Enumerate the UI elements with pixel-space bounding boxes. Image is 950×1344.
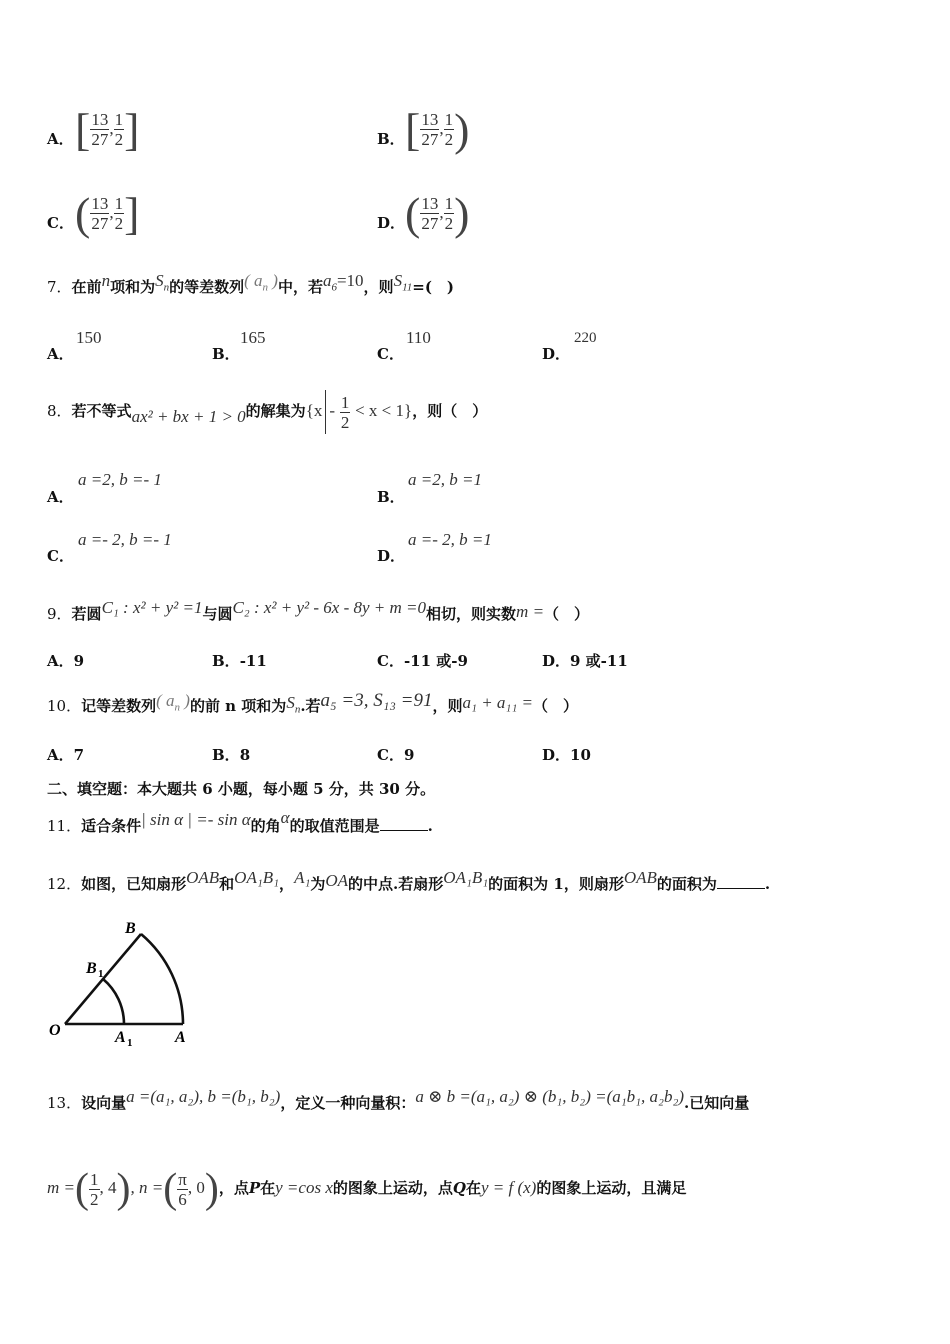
question-11-stem: 11．适合条件| sin α | =- sin α的角α的取值范围是 . [47,808,433,835]
label-b: B [125,920,136,937]
q7-option-b-value: 165 [240,328,266,347]
arc-ab [141,934,183,1024]
q8-option-a-label: A． [47,488,74,506]
label-a: A [175,1029,186,1046]
q8-option-b-label: B． [377,488,405,506]
q6-option-d-interval: ( $\frac{13}{27}$ , $\frac{1}{2}$ ) [405,188,470,239]
q7-option-c-value: 110 [406,328,431,347]
q10-option-c: C．9 [377,746,415,764]
q8-option-d-value: a =- 2, b =1 [408,530,492,549]
label-a1-sub: 1 [127,1037,133,1049]
question-13-stem: 13．设向量a =(a₁, a₂), b =(b₁, b₂)，定义一种向量积：a ⊗ b =(a₁, a₂) ⊗ (b₁, b₂) =(a₁b₁, a₂b₂).已知向量 [47,1087,750,1112]
q7-option-d-value: 220 [574,330,597,346]
q7-option-d-label: D． [542,345,571,363]
q7-option-a-value: 150 [76,328,102,347]
section-2-heading: 二、填空题：本大题共 6 小题，每小题 5 分，共 30 分。 [47,780,436,798]
q8-option-b-value: a =2, b =1 [408,470,482,489]
label-a1: A [115,1029,126,1046]
q9-option-b: B．-11 [212,652,267,670]
sector-figure [46,915,206,1050]
question-9-stem: 9．若圆C₁ : x² + y² =1与圆C₂ : x² + y² - 6x - 8y + m =0相切，则实数m =（ ） [47,598,590,623]
arc-a1b1 [103,979,124,1024]
question-13-continued: m =( $\frac{1}{2}$ , 4), n =( $\frac{\pi}{6}$ , 0)，点P在y =cos x的图象上运动，点Q在y = f (x)的图象上运动，且满足 [47,1166,687,1212]
question-10-stem: 10．记等差数列( $a_n$ )的前 n 项和为$S_n$.若a₅ =3, S₁₃ =91，则a₁ + a₁₁ =（ ） [47,690,578,716]
q7-option-a-label: A． [47,345,74,363]
q7-option-c-label: C． [377,345,404,363]
q10-option-d: D．10 [542,746,591,764]
question-7-stem: 7．在前n项和为$S_n$的等差数列( $a_n$ )中，若$a_6=10$，则$S_{11}=$( ) [47,271,455,296]
label-o: O [49,1022,61,1039]
q9-option-c: C．-11 或-9 [377,652,468,670]
q8-option-a-value: a =2, b =- 1 [78,470,162,489]
q6-option-b-interval: [ $\frac{13}{27}$ , $\frac{1}{2}$ ) [405,104,470,155]
q8-option-c-label: C． [47,547,74,565]
question-8-stem: 8．若不等式ax² + bx + 1 > 0的解集为{x - $\frac{1}{2}$ < x < 1}，则（ ） [47,390,487,434]
q6-option-a-label: A． [47,130,74,148]
q6-option-c-interval: ( $\frac{13}{27}$ , $\frac{1}{2}$ ] [75,188,140,239]
q8-option-c-value: a =- 2, b =- 1 [78,530,172,549]
q6-option-c-label: C． [47,214,74,232]
q9-option-a: A．9 [47,652,85,670]
q6-option-b-label: B． [377,130,405,148]
sector-diagram [46,915,206,1050]
q10-option-a: A．7 [47,746,85,764]
q8-option-d-label: D． [377,547,406,565]
q9-option-d: D．9 或-11 [542,652,628,670]
label-b1-sub: 1 [98,968,104,980]
question-12-stem: 12．如图，已知扇形OAB和OA₁B₁，A₁为OA的中点.若扇形OA₁B₁的面积为 1，则扇形OAB的面积为 . [47,868,771,893]
q6-option-d-label: D． [377,214,406,232]
label-b1: B [86,960,97,977]
q7-option-b-label: B． [212,345,240,363]
q10-option-b: B．8 [212,746,251,764]
q6-option-a-interval: [ $\frac{13}{27}$ , $\frac{1}{2}$ ] [75,104,140,155]
